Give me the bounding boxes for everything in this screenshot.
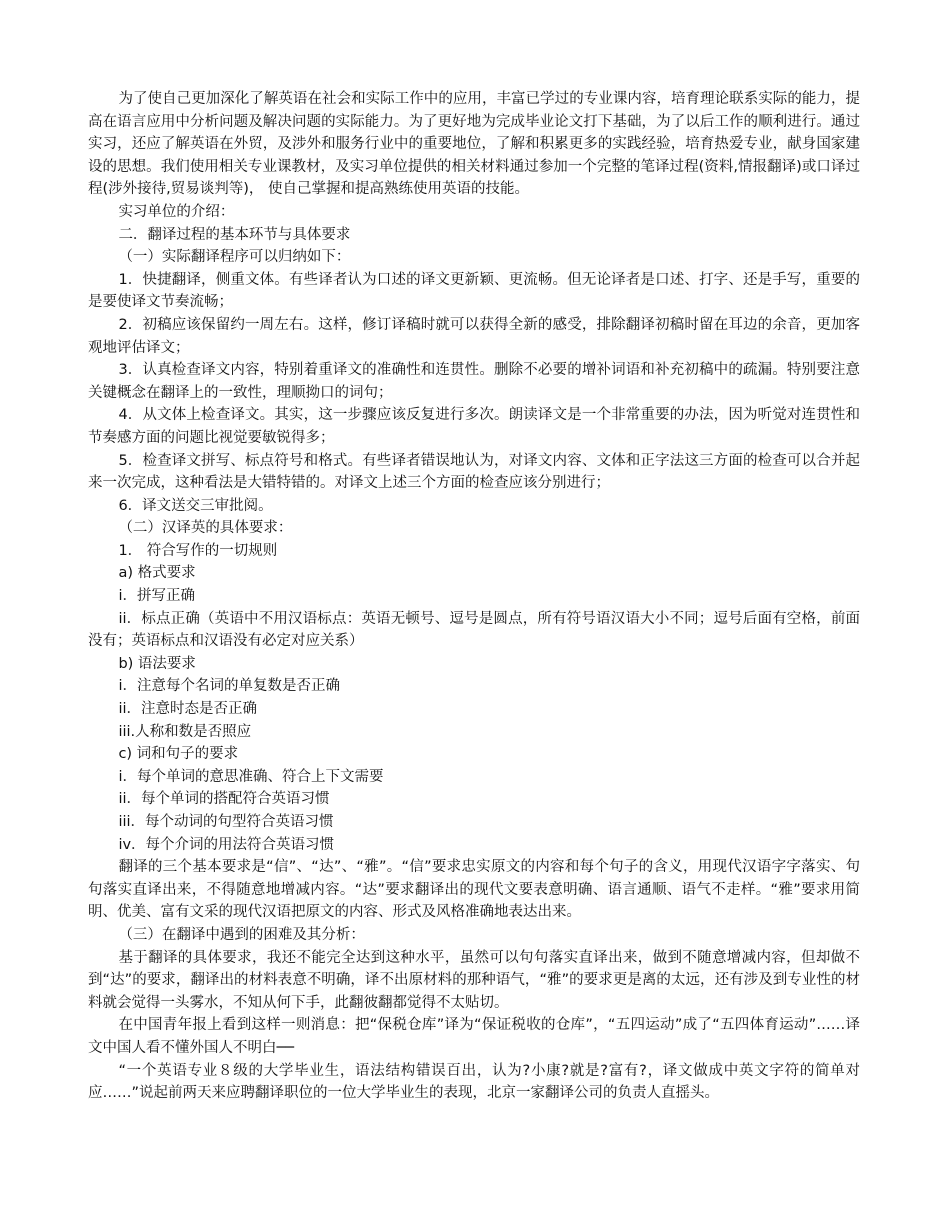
intro-paragraph: 为了使自己更加深化了解英语在社会和实际工作中的应用，丰富已学过的专业课内容，培育理论联系实际的能力，提高在语言应用中分析问题及解决问题的实际能力。为了更好地为完成毕业论文打下基础，为了以后工作的顺利进行。通过实习，还应了解英语在外贸，及涉外和服务行业中的重要地位，了解和积累更多的实践经验，培育热爱专业，献身国家建设的思想。我们使用相关专业课教材，及实习单位提供的相关材料通过参加一个完整的笔译过程(资料,情报翻译)或口译过程(涉外接待,贸易谈判等)， 使自己掌握和提高熟练使用英语的技能。 [88,91,860,198]
list-item: a) 格式要求 [118,565,196,582]
list-item: ii．标点正确（英语中不用汉语标点：英语无顿号、逗号是圆点，所有符号语汉语大小不同；逗号后面有空格，前面没有；英语标点和汉语没有必定对应关系） [88,610,860,650]
list-item: iii．每个动词的句型符合英语习惯 [118,814,334,830]
list-item: 1．快捷翻译，侧重文体。有些译者认为口述的译文更新颖、更流畅。但无论译者是口述、打字、还是手写，重要的是要使译文节奏流畅； [88,271,860,311]
subsection-heading-2: （二）汉译英的具体要求： [118,520,293,537]
quote-paragraph: “一个英语专业８级的大学毕业生，语法结构错误百出，认为?小康?就是?富有?，译文做成中英文字符的简单对应……”说起前两天来应聘翻译职位的一位大学毕业生的表现，北京一家翻译公司的负责人直摇头。 [88,1062,860,1102]
news-paragraph: 在中国青年报上看到这样一则消息：把“保税仓库”译为“保证税收的仓库”，“五四运动”成了“五四体育运动”……译文中国人看不懂外国人不明白── [88,1017,860,1056]
list-item: 6．译文送交三审批阅。 [118,497,273,514]
list-item: 5．检查译文拼写、标点符号和格式。有些译者错误地认为，对译文内容、文体和正字法这三方面的检查可以合并起来一次完成，这种看法是大错特错的。对译文上述三个方面的检查应该分别进行； [88,452,860,492]
section-heading-2: 二．翻译过程的基本环节与具体要求 [118,226,351,243]
list-item: 3．认真检查译文内容，特别着重译文的准确性和连贯性。删除不必要的增补词语和补充初稿中的疏漏。特别要注意关键概念在翻译上的一致性，理顺拗口的词句； [88,362,860,401]
list-item: i．拼写正确 [118,588,195,605]
list-item: 2．初稿应该保留约一周左右。这样，修订译稿时就可以获得全新的感受，排除翻译初稿时留在耳边的余音，更加客观地评估译文； [88,316,860,356]
subsection-heading-1: （一）实际翻译程序可以归纳如下： [118,249,351,266]
list-item: 4．从文体上检查译文。其实，这一步骤应该反复进行多次。朗读译文是一个非常重要的办法，因为听觉对连贯性和节奏感方面的问题比视觉要敏锐得多； [88,407,860,446]
subsection-heading-3: （三）在翻译中遇到的困难及其分析： [118,926,365,943]
list-item: iv．每个介词的用法符合英语习惯 [118,836,335,853]
list-item: iii.人称和数是否照应 [118,723,252,740]
list-item: i．注意每个名词的单复数是否正确 [118,678,340,695]
internship-unit-line: 实习单位的介绍： [118,203,235,220]
list-item: b) 语法要求 [118,655,196,672]
list-item: ii．注意时态是否正确 [118,701,257,718]
translation-standards-paragraph: 翻译的三个基本要求是“信”、“达”、“雅”。“信”要求忠实原文的内容和每个句子的含义，用现代汉语字字落实、句句落实直译出来，不得随意地增减内容。“达”要求翻译出的现代文要表意明确、语言通顺、语气不走样。“雅”要求用简明、优美、富有文采的现代汉语把原文的内容、形式及风格准确地表达出来。 [88,859,860,921]
list-item: i．每个单词的意思准确、符合上下文需要 [118,768,384,785]
list-item: c) 词和句子的要求 [118,746,239,763]
list-item: ii．每个单词的搭配符合英语习惯 [118,791,330,808]
document-body [88,88,860,1105]
difficulties-paragraph: 基于翻译的具体要求，我还不能完全达到这种水平，虽然可以句句落实直译出来，做到不随意增减内容，但却做不到“达”的要求，翻译出的材料表意不明确，译不出原材料的那种语气，“雅”的要求更是离的太远，还有涉及到专业性的材料就会觉得一头雾水，不知从何下手，此翻彼翻都觉得不太贴切。 [88,949,860,1011]
list-item: 1． 符合写作的一切规则 [118,542,278,559]
